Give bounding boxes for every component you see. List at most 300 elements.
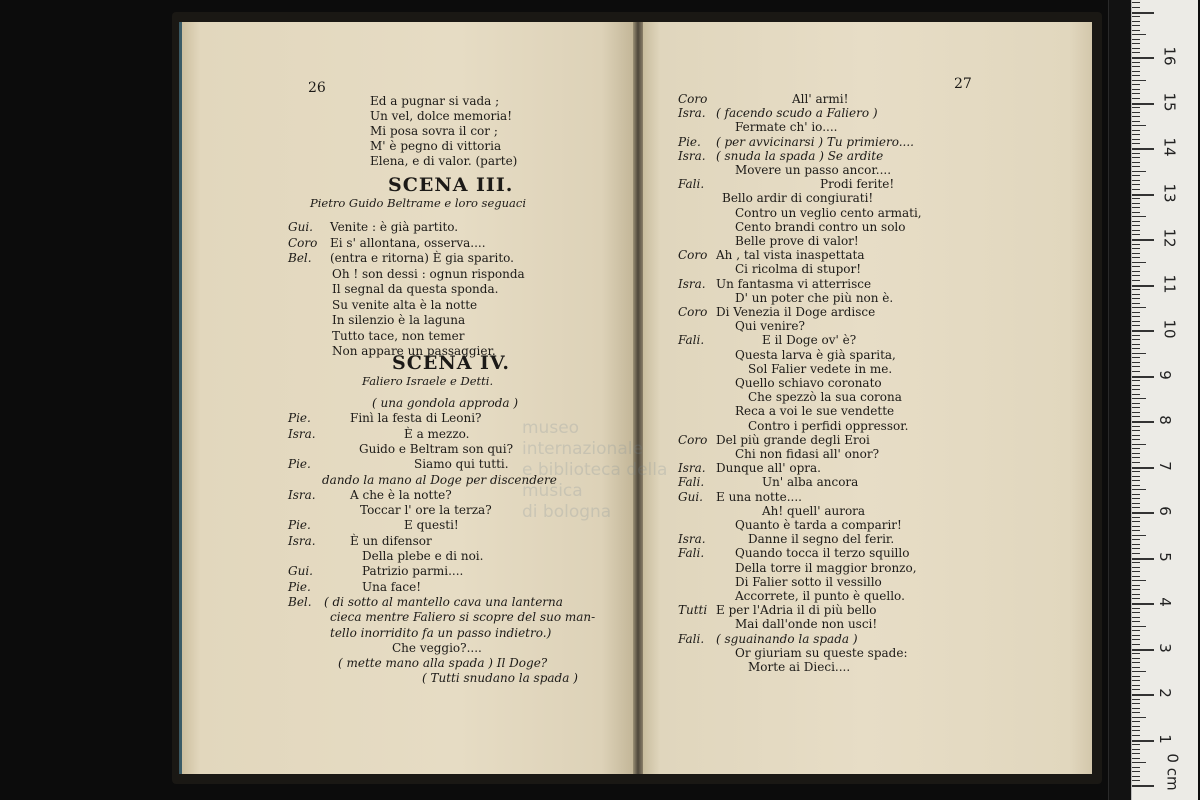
ruler-tick bbox=[1132, 612, 1140, 613]
ruler-tick bbox=[1132, 735, 1140, 736]
ruler-tick bbox=[1132, 194, 1154, 196]
verse-line: Del più grande degli Eroi bbox=[716, 432, 870, 447]
speaker-label: Fali. bbox=[678, 333, 705, 348]
ruler-tick bbox=[1132, 439, 1140, 440]
library-watermark bbox=[522, 418, 682, 523]
scene-cast: Pietro Guido Beltrame e loro seguaci bbox=[310, 196, 526, 210]
ruler-tick bbox=[1132, 312, 1140, 313]
verse-line: Su venite alta è la notte bbox=[332, 297, 478, 312]
ruler-tick bbox=[1132, 517, 1140, 518]
right-page-number: 27 bbox=[954, 76, 972, 92]
verse-line: ( Tutti snudano la spada ) bbox=[422, 671, 578, 686]
ruler-tick bbox=[1132, 16, 1140, 17]
ruler-tick bbox=[1132, 767, 1140, 768]
speaker-label: Fali. bbox=[678, 475, 705, 490]
ruler-tick bbox=[1132, 30, 1140, 31]
ruler-tick bbox=[1132, 257, 1140, 258]
speaker-label: Gui. bbox=[288, 220, 313, 234]
ruler-tick bbox=[1132, 526, 1140, 527]
speaker-label: Isra. bbox=[678, 461, 706, 476]
verse-line: Accorrete, il punto è quello. bbox=[735, 589, 905, 603]
ruler-tick bbox=[1132, 530, 1140, 531]
ruler-tick bbox=[1132, 785, 1154, 787]
ruler-tick bbox=[1132, 248, 1140, 249]
ruler-tick bbox=[1132, 730, 1140, 731]
book-gutter bbox=[633, 22, 643, 774]
ruler-tick bbox=[1132, 275, 1140, 276]
ruler-tick bbox=[1132, 740, 1154, 742]
verse-line: Di Falier sotto il vessillo bbox=[735, 574, 882, 589]
verse-line: Sol Falier vedete in me. bbox=[748, 361, 893, 376]
ruler-tick bbox=[1132, 207, 1140, 208]
speaker-label: Isra. bbox=[678, 148, 706, 163]
verse-line: E il Doge ov' è? bbox=[762, 333, 857, 348]
verse-line: E questi! bbox=[404, 518, 459, 533]
verse-line: Quando tocca il terzo squillo bbox=[735, 546, 910, 561]
ruler-tick bbox=[1132, 494, 1140, 495]
ruler-tick bbox=[1132, 544, 1140, 545]
ruler-tick bbox=[1132, 621, 1140, 622]
ruler-tick bbox=[1132, 444, 1146, 445]
ruler-tick bbox=[1132, 758, 1140, 759]
ruler-tick bbox=[1132, 567, 1140, 568]
verse-line: ( mette mano alla spada ) Il Doge? bbox=[338, 656, 548, 671]
verse-line: Mai dall'onde non usci! bbox=[735, 617, 878, 632]
ruler-tick bbox=[1132, 316, 1140, 317]
speaker-label: Pie. bbox=[288, 518, 311, 533]
verse-line: Toccar l' ore la terza? bbox=[360, 503, 492, 518]
ruler-tick bbox=[1132, 562, 1140, 563]
ruler-tick bbox=[1132, 153, 1140, 154]
ruler-tick bbox=[1132, 708, 1140, 709]
speaker-label: Gui. bbox=[288, 564, 313, 579]
ruler-tick bbox=[1132, 457, 1140, 458]
speaker-label: Coro bbox=[678, 432, 708, 447]
ruler-tick bbox=[1132, 585, 1140, 586]
ruler-label: 6 bbox=[1155, 506, 1174, 516]
verse-line: Patrizio parmi.... bbox=[362, 564, 464, 579]
ruler-tick bbox=[1132, 467, 1154, 469]
verse-line: Danne il segno del ferir. bbox=[748, 532, 895, 547]
scene-title: SCENA III. bbox=[388, 174, 514, 196]
ruler-tick bbox=[1132, 539, 1140, 540]
ruler-label: 5 bbox=[1155, 551, 1174, 562]
speaker-label: Tutti bbox=[678, 603, 708, 618]
ruler-tick bbox=[1132, 234, 1140, 235]
ruler-tick bbox=[1132, 335, 1140, 336]
ruler-tick bbox=[1132, 535, 1146, 536]
ruler-tick bbox=[1132, 521, 1140, 522]
ruler-tick bbox=[1132, 485, 1140, 486]
ruler-tick bbox=[1132, 52, 1140, 53]
ruler-tick bbox=[1132, 376, 1154, 378]
ruler-tick bbox=[1132, 676, 1140, 677]
ruler-tick bbox=[1132, 93, 1140, 94]
ruler-tick bbox=[1132, 2, 1140, 3]
ruler-tick bbox=[1132, 580, 1146, 581]
right-page bbox=[640, 22, 1092, 774]
ruler-tick bbox=[1132, 121, 1140, 122]
speaker-label: Pie. bbox=[288, 579, 311, 594]
ruler-tick bbox=[1132, 694, 1154, 696]
ruler-tick bbox=[1132, 762, 1146, 763]
ruler-tick bbox=[1132, 398, 1146, 399]
ruler-tick bbox=[1132, 576, 1140, 577]
ruler-tick bbox=[1132, 307, 1146, 308]
verse-line: Cento brandi contro un solo bbox=[735, 219, 906, 234]
ruler-tick bbox=[1132, 66, 1140, 67]
ruler-tick bbox=[1132, 203, 1140, 204]
ruler-tick bbox=[1132, 180, 1140, 181]
verse-line: ( facendo scudo a Faliero ) bbox=[716, 106, 878, 121]
left-page-number: 26 bbox=[308, 80, 326, 96]
ruler-tick bbox=[1132, 143, 1140, 144]
ruler-tick bbox=[1132, 512, 1154, 514]
ruler-tick bbox=[1132, 339, 1140, 340]
ruler-tick bbox=[1132, 385, 1140, 386]
ruler-label: 3 bbox=[1155, 642, 1174, 653]
ruler-tick bbox=[1132, 658, 1140, 659]
speaker-label: Isra. bbox=[678, 532, 706, 547]
speaker-label: Fali. bbox=[678, 177, 705, 192]
verse-line: In silenzio è la laguna bbox=[332, 313, 466, 327]
verse-line: ( di sotto al mantello cava una lanterna bbox=[324, 594, 563, 609]
verse-line: Bello ardir di congiurati! bbox=[722, 191, 874, 206]
verse-line: Un' alba ancora bbox=[762, 475, 859, 490]
photo-frame bbox=[1108, 0, 1131, 800]
ruler-tick bbox=[1132, 330, 1154, 332]
ruler-tick bbox=[1132, 171, 1146, 172]
ruler-tick bbox=[1132, 639, 1140, 640]
verse-line: Guido e Beltram son qui? bbox=[359, 441, 514, 456]
ruler-tick bbox=[1132, 462, 1140, 463]
verse-line: ( una gondola approda ) bbox=[372, 396, 519, 410]
ruler-tick bbox=[1132, 662, 1140, 663]
ruler-tick bbox=[1132, 130, 1140, 131]
ruler-tick bbox=[1132, 253, 1140, 254]
ruler-tick bbox=[1132, 644, 1140, 645]
ruler-tick bbox=[1132, 285, 1154, 287]
verse-line: Di Venezia il Doge ardisce bbox=[716, 305, 876, 319]
ruler-label: 16 bbox=[1160, 46, 1179, 66]
verse-line: Quanto è tarda a comparir! bbox=[735, 518, 902, 532]
ruler-tick bbox=[1132, 635, 1140, 636]
verse-line: Tutto tace, non temer bbox=[332, 328, 465, 343]
ruler-tick bbox=[1132, 671, 1146, 672]
ruler-tick bbox=[1132, 608, 1140, 609]
verse-line: A che è la notte? bbox=[350, 487, 452, 502]
verse-line: Ci ricolma di stupor! bbox=[735, 262, 862, 277]
ruler-tick bbox=[1132, 703, 1140, 704]
ruler-tick bbox=[1132, 667, 1140, 668]
ruler-tick bbox=[1132, 112, 1140, 113]
ruler-tick bbox=[1132, 166, 1140, 167]
ruler-tick bbox=[1132, 7, 1140, 8]
ruler-tick bbox=[1132, 221, 1140, 222]
ruler-tick bbox=[1132, 239, 1154, 241]
ruler-tick bbox=[1132, 416, 1140, 417]
verse-line: Or giuriam su queste spade: bbox=[735, 645, 908, 660]
ruler-tick bbox=[1132, 507, 1140, 508]
ruler-tick bbox=[1132, 107, 1140, 108]
verse-line: Dunque all' opra. bbox=[716, 461, 821, 476]
verse-line: Siamo qui tutti. bbox=[414, 457, 509, 472]
watermark-line: museo internazionale bbox=[522, 418, 643, 459]
ruler-tick bbox=[1132, 266, 1140, 267]
verse-line: Ah! quell' aurora bbox=[762, 503, 866, 518]
ruler-tick bbox=[1132, 712, 1140, 713]
speaker-label: Fali. bbox=[678, 631, 705, 646]
speaker-label: Isra. bbox=[288, 487, 316, 502]
ruler-tick bbox=[1132, 689, 1140, 690]
ruler-tick bbox=[1132, 699, 1140, 700]
ruler-tick bbox=[1132, 498, 1140, 499]
ruler-tick bbox=[1132, 75, 1140, 76]
ruler-tick bbox=[1132, 298, 1140, 299]
ruler-tick bbox=[1132, 84, 1140, 85]
speaker-label: Isra. bbox=[678, 276, 706, 291]
verse-line: Della plebe e di noi. bbox=[362, 549, 484, 563]
ruler-tick bbox=[1132, 489, 1146, 490]
ruler-tick bbox=[1132, 421, 1154, 423]
ruler-tick bbox=[1132, 184, 1140, 185]
ruler-tick bbox=[1132, 626, 1146, 627]
ruler-tick bbox=[1132, 448, 1140, 449]
ruler-tick bbox=[1132, 780, 1140, 781]
ruler-tick bbox=[1132, 294, 1140, 295]
ruler-tick bbox=[1132, 503, 1140, 504]
ruler-tick bbox=[1132, 649, 1154, 651]
verse-line: Quello schiavo coronato bbox=[735, 376, 882, 390]
ruler-tick bbox=[1132, 89, 1140, 90]
ruler-tick bbox=[1132, 753, 1140, 754]
speaker-label: Coro bbox=[288, 235, 318, 250]
ruler-tick bbox=[1132, 653, 1140, 654]
ruler-tick bbox=[1132, 426, 1140, 427]
ruler-tick bbox=[1132, 548, 1140, 549]
ruler-label: 14 bbox=[1160, 137, 1179, 157]
ruler-tick bbox=[1132, 721, 1140, 722]
ruler-label: 13 bbox=[1160, 182, 1179, 203]
ruler-tick bbox=[1132, 749, 1140, 750]
ruler-tick bbox=[1132, 726, 1140, 727]
ruler-tick bbox=[1132, 617, 1140, 618]
ruler-label: 7 bbox=[1155, 460, 1174, 471]
ruler-tick bbox=[1132, 558, 1154, 560]
ruler-label: 9 bbox=[1155, 369, 1174, 380]
watermark-line: e biblioteca della musica bbox=[522, 460, 668, 501]
ruler-tick bbox=[1132, 157, 1140, 158]
speaker-label: Isra. bbox=[288, 426, 316, 441]
verse-line: Questa larva è già sparita, bbox=[735, 347, 896, 362]
ruler-tick bbox=[1132, 717, 1146, 718]
ruler-tick bbox=[1132, 25, 1140, 26]
speaker-label: Coro bbox=[678, 248, 708, 263]
speaker-label: Isra. bbox=[678, 106, 706, 121]
ruler-tick bbox=[1132, 212, 1140, 213]
left-page bbox=[182, 22, 638, 774]
ruler-tick bbox=[1132, 189, 1140, 190]
measuring-ruler bbox=[1131, 0, 1198, 800]
scene-title: SCENA IV. bbox=[392, 352, 510, 374]
ruler-tick bbox=[1132, 553, 1140, 554]
ruler-tick bbox=[1132, 225, 1140, 226]
ruler-tick bbox=[1132, 125, 1146, 126]
ruler-tick bbox=[1132, 380, 1140, 381]
verse-line: Che veggio?.... bbox=[392, 640, 482, 655]
ruler-tick bbox=[1132, 771, 1140, 772]
ruler-tick bbox=[1132, 476, 1140, 477]
ruler-tick bbox=[1132, 39, 1140, 40]
verse-line: Una face! bbox=[362, 579, 422, 594]
ruler-tick bbox=[1132, 325, 1140, 326]
verse-line: Reca a voi le sue vendette bbox=[735, 404, 895, 419]
verse-line: Venite : è già partito. bbox=[330, 220, 459, 234]
verse-line: E per l'Adria il di più bello bbox=[716, 603, 877, 618]
ruler-tick bbox=[1132, 34, 1146, 35]
ruler-tick bbox=[1132, 744, 1140, 745]
speaker-label: Isra. bbox=[288, 533, 316, 548]
verse-line: Contro i perfidi oppressor. bbox=[748, 418, 909, 433]
verse-line: Ed a pugnar si vada ; bbox=[370, 94, 500, 108]
verse-line: Morte ai Dieci.... bbox=[748, 660, 851, 674]
verse-line: tello inorridito fa un passo indietro.) bbox=[330, 625, 552, 640]
ruler-tick bbox=[1132, 344, 1140, 345]
speaker-label: Bel. bbox=[288, 251, 312, 265]
verse-line: Ei s' allontana, osserva.... bbox=[330, 235, 486, 250]
speaker-label: Coro bbox=[678, 305, 708, 319]
ruler-tick bbox=[1132, 12, 1154, 14]
ruler-tick bbox=[1132, 685, 1140, 686]
verse-line: Non appare un passaggier. bbox=[332, 344, 496, 358]
ruler-tick bbox=[1132, 303, 1140, 304]
verse-line: Oh ! son dessi : ognun risponda bbox=[332, 266, 525, 281]
ruler-tick bbox=[1132, 271, 1140, 272]
ruler-tick bbox=[1132, 371, 1140, 372]
ruler-tick bbox=[1132, 453, 1140, 454]
verse-line: Finì la festa di Leoni? bbox=[350, 411, 482, 426]
ruler-tick bbox=[1132, 21, 1140, 22]
verse-line: Fermate ch' io.... bbox=[735, 120, 838, 135]
verse-line: (entra e ritorna) È gia sparito. bbox=[330, 251, 514, 265]
ruler-label: 12 bbox=[1160, 228, 1179, 248]
ruler-tick bbox=[1132, 57, 1154, 59]
verse-line: Qui venire? bbox=[735, 319, 805, 334]
ruler-tick bbox=[1132, 116, 1140, 117]
verse-line: M' è pegno di vittoria bbox=[370, 139, 502, 153]
ruler-tick bbox=[1132, 348, 1140, 349]
ruler-tick bbox=[1132, 394, 1140, 395]
ruler-tick bbox=[1132, 407, 1140, 408]
ruler-tick bbox=[1132, 603, 1154, 605]
verse-line: Contro un veglio cento armati, bbox=[735, 205, 922, 220]
verse-line: È a mezzo. bbox=[404, 426, 470, 441]
ruler-tick bbox=[1132, 680, 1140, 681]
verse-line: Un fantasma vi atterrisce bbox=[716, 276, 872, 291]
verse-line: All' armi! bbox=[792, 92, 849, 106]
ruler-label: 11 bbox=[1160, 273, 1179, 294]
ruler-tick bbox=[1132, 71, 1140, 72]
speaker-label: Bel. bbox=[288, 594, 312, 609]
ruler-tick bbox=[1132, 280, 1140, 281]
ruler-tick bbox=[1132, 353, 1146, 354]
ruler-tick bbox=[1132, 162, 1140, 163]
watermark-line: di bologna bbox=[522, 502, 612, 522]
verse-line: ( snuda la spada ) Se ardite bbox=[716, 148, 884, 163]
verse-line: Mi posa sovra il cor ; bbox=[370, 124, 498, 138]
ruler-tick bbox=[1132, 412, 1140, 413]
ruler-tick bbox=[1132, 630, 1140, 631]
scene-cast: Faliero Israele e Detti. bbox=[362, 374, 494, 388]
speaker-label: Fali. bbox=[678, 546, 705, 561]
verse-line: Prodi ferite! bbox=[820, 177, 895, 192]
ruler-tick bbox=[1132, 594, 1140, 595]
ruler-tick bbox=[1132, 198, 1140, 199]
ruler-tick bbox=[1132, 480, 1140, 481]
speaker-label: Gui. bbox=[678, 489, 703, 504]
ruler-label: 2 bbox=[1155, 688, 1174, 698]
ruler-label: 0 cm bbox=[1163, 753, 1182, 791]
verse-line: Che spezzò la sua corona bbox=[748, 390, 902, 405]
ruler-tick bbox=[1132, 175, 1140, 176]
verse-line: È un difensor bbox=[350, 533, 432, 548]
verse-line: D' un poter che più non è. bbox=[735, 290, 894, 305]
ruler-tick bbox=[1132, 148, 1154, 150]
ruler-tick bbox=[1132, 435, 1140, 436]
speaker-label: Pie. bbox=[288, 457, 311, 472]
ruler-tick bbox=[1132, 98, 1140, 99]
ruler-tick bbox=[1132, 134, 1140, 135]
ruler-tick bbox=[1132, 776, 1140, 777]
ruler-tick bbox=[1132, 139, 1140, 140]
ruler-label: 10 bbox=[1160, 319, 1179, 339]
ruler-tick bbox=[1132, 389, 1140, 390]
ruler-tick bbox=[1132, 262, 1146, 263]
speaker-label: Coro bbox=[678, 92, 708, 106]
ruler-label: 4 bbox=[1155, 597, 1174, 607]
ruler-label: 1 bbox=[1155, 733, 1174, 744]
verse-line: Della torre il maggior bronzo, bbox=[735, 560, 917, 575]
ruler-tick bbox=[1132, 48, 1140, 49]
verse-line: ( per avvicinarsi ) Tu primiero.... bbox=[716, 134, 914, 149]
ruler-tick bbox=[1132, 321, 1140, 322]
ruler-tick bbox=[1132, 357, 1140, 358]
ruler-tick bbox=[1132, 244, 1140, 245]
ruler-tick bbox=[1132, 289, 1140, 290]
ruler-tick bbox=[1132, 62, 1140, 63]
verse-line: cieca mentre Faliero si scopre del suo man- bbox=[330, 610, 596, 625]
speaker-label: Pie. bbox=[288, 411, 311, 426]
verse-line: Belle prove di valor! bbox=[735, 234, 859, 248]
ruler-tick bbox=[1132, 598, 1140, 599]
verse-line: Elena, e di valor. (parte) bbox=[370, 154, 518, 168]
speaker-label: Pie. bbox=[678, 134, 701, 149]
ruler-tick bbox=[1132, 216, 1146, 217]
ruler-tick bbox=[1132, 366, 1140, 367]
verse-line: ( sguainando la spada ) bbox=[716, 631, 858, 646]
ruler-tick bbox=[1132, 403, 1140, 404]
ruler-label: 15 bbox=[1160, 91, 1179, 112]
ruler-tick bbox=[1132, 589, 1140, 590]
ruler-tick bbox=[1132, 103, 1154, 105]
verse-line: dando la mano al Doge per discendere bbox=[322, 472, 557, 487]
verse-line: Un vel, dolce memoria! bbox=[370, 109, 513, 123]
ruler-tick bbox=[1132, 43, 1140, 44]
ruler-tick bbox=[1132, 430, 1140, 431]
ruler-tick bbox=[1132, 362, 1140, 363]
verse-line: Chi non fidasi all' onor? bbox=[735, 447, 879, 461]
ruler-tick bbox=[1132, 571, 1140, 572]
